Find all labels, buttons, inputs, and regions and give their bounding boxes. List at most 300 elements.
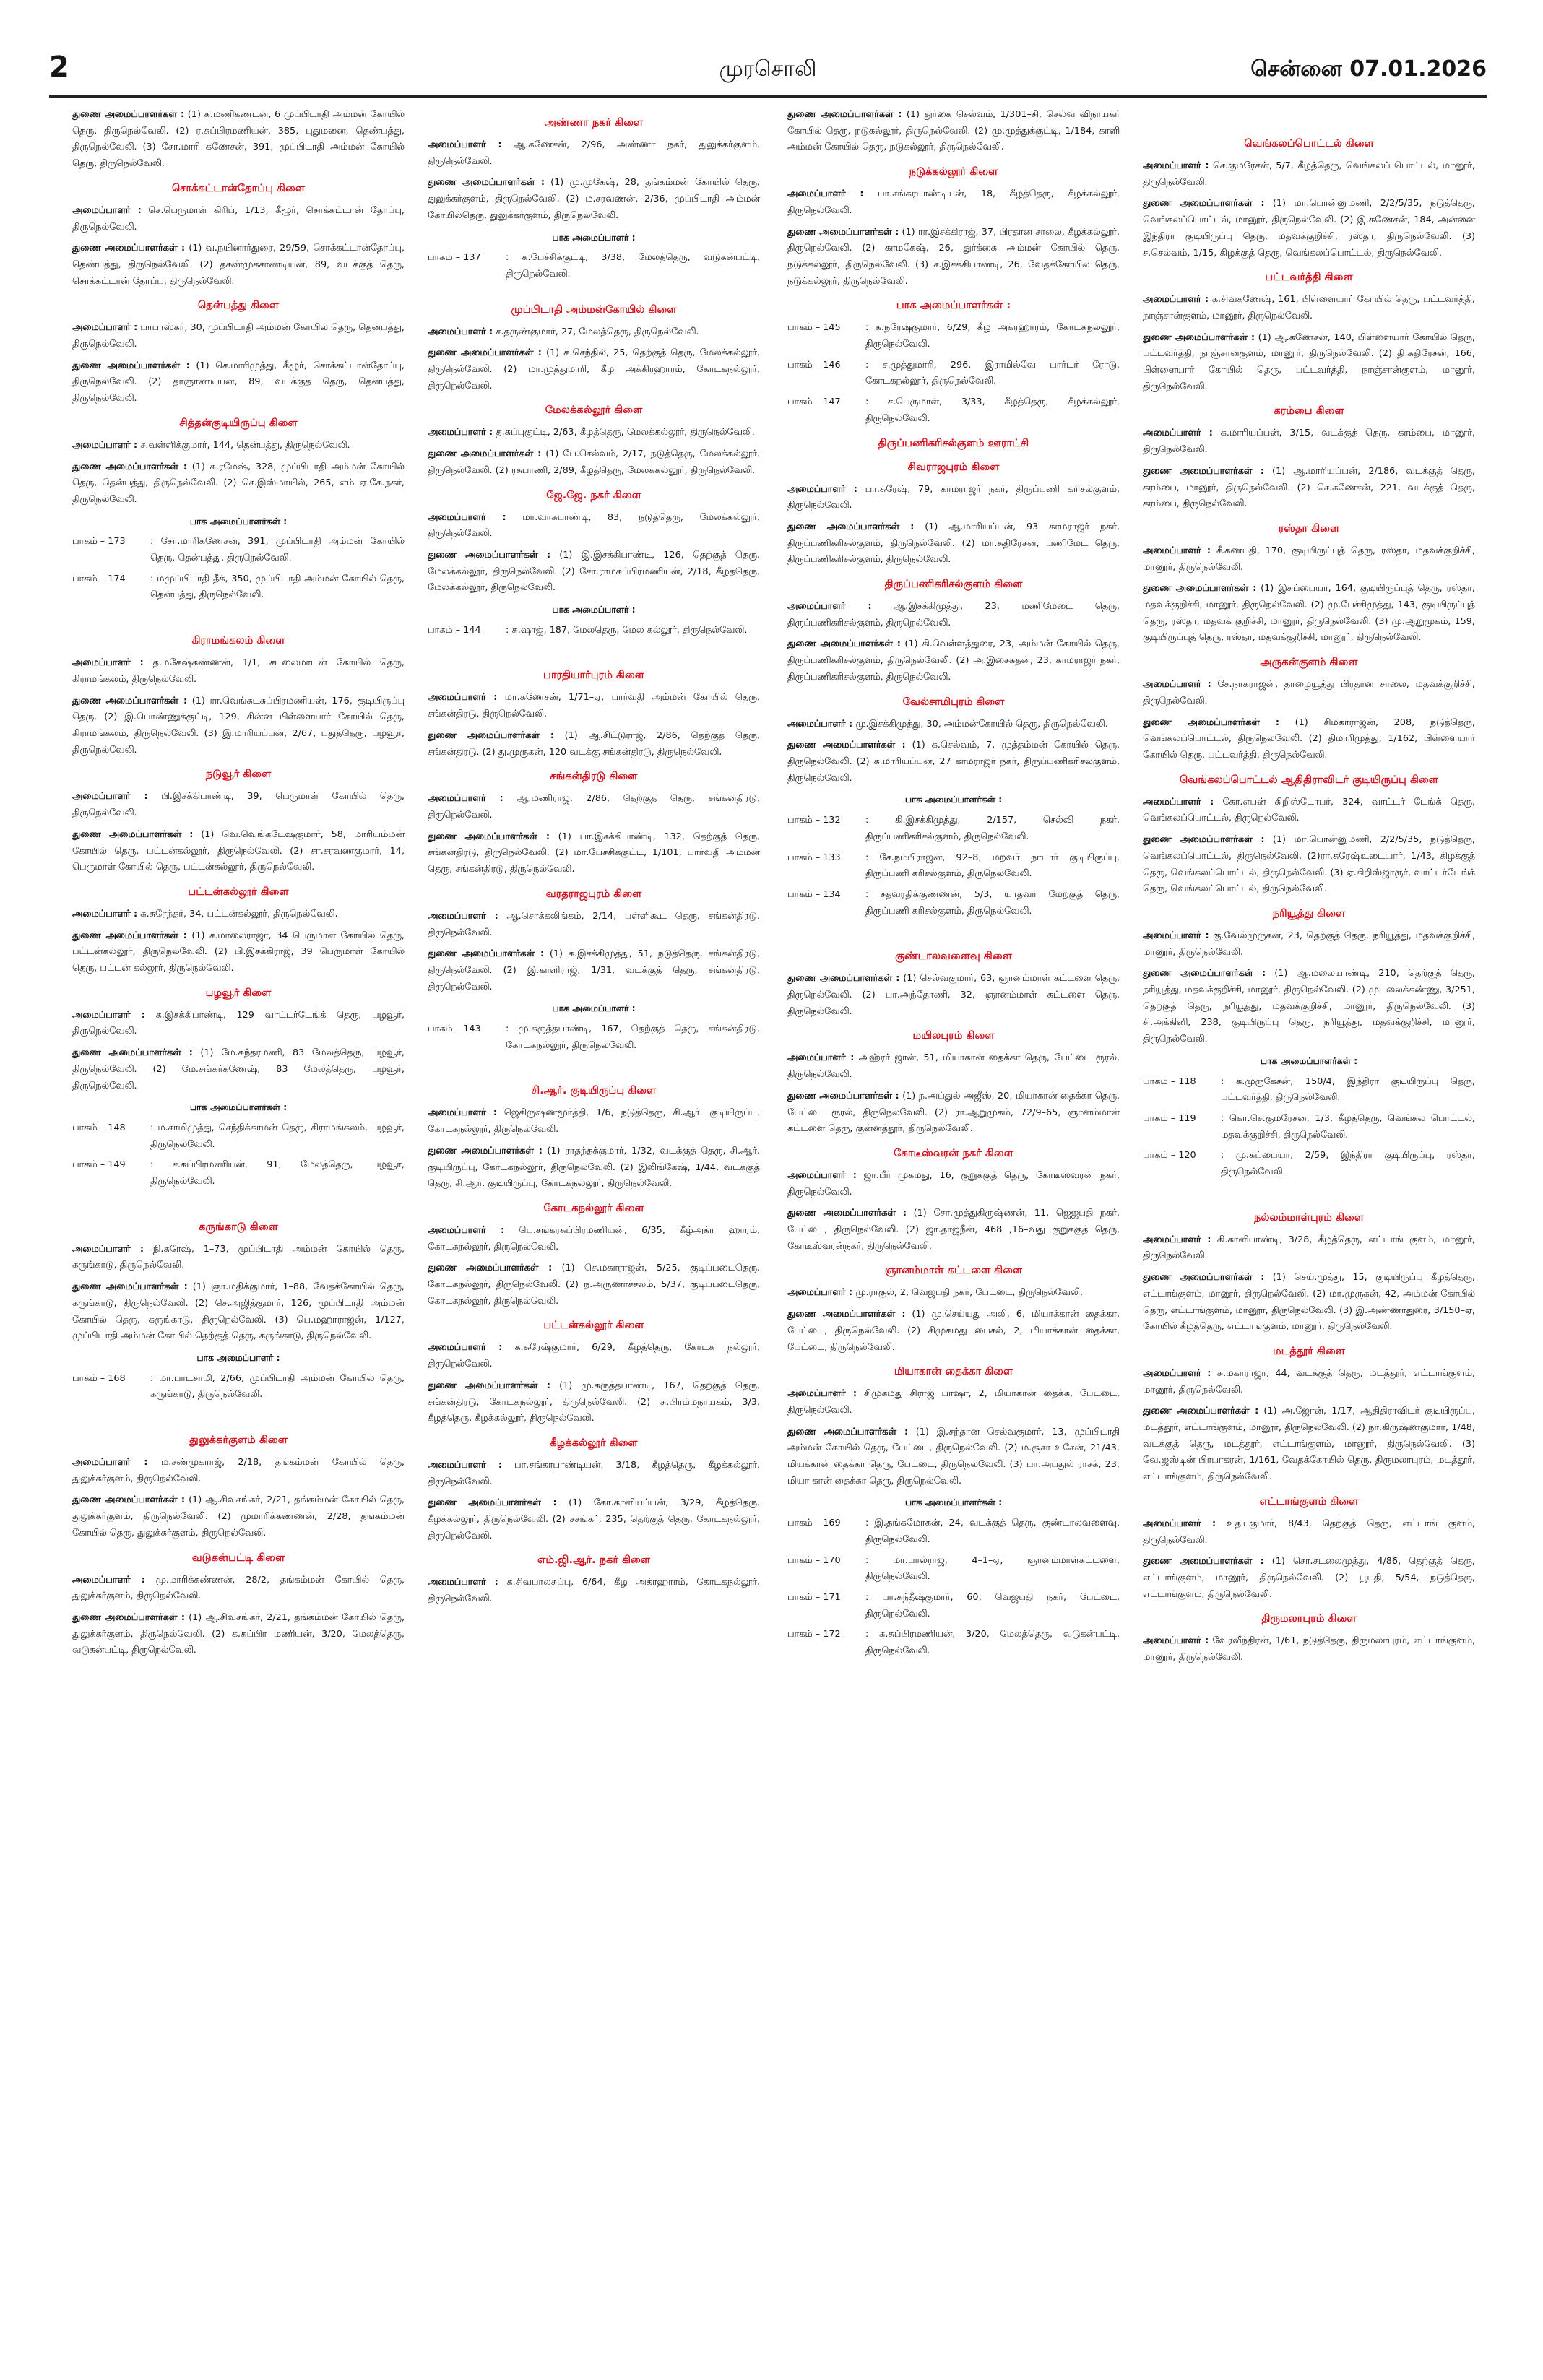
entry-text: (1) பா.இசக்கிபாண்டி, 132, தெற்குத் தெரு, சங்கன்திரடு, திருநெல்வேலி. (2) மா.பேச்சிக்குட்டி, 1/101, பார்வதி அம்மன் தெரு, சங்கன்திரடு, திருநெல்வேலி. [428,831,761,875]
office-bearer-entry [787,971,1120,1020]
role-label: துணை அமைப்பாளர்கள் : [72,1281,188,1293]
role-label: அமைப்பாளர் : [72,439,138,451]
booth-entry [787,1515,1120,1548]
entry-text: பா.சுரேஷ், 79, காமராஜர் நகர், திருப்பணி கரிசல்குளம், திருநெல்வேலி. [787,483,1120,511]
booth-details: : கொ.செ.குமரேசன், 1/3, கீழத்தெரு, வெங்கல பொட்டல், மதவக்குறிச்சி, திருநெல்வேலி. [1221,1112,1475,1141]
office-bearer-entry [1143,1633,1475,1666]
entry-text: த.சுப்புகுட்டி, 2/63, கீழத்தெரு, மேலக்கல்லூர், திருநெல்வேலி. [493,427,755,438]
office-bearer-entry [787,717,1120,733]
office-bearer-entry [1143,677,1475,709]
role-label: அமைப்பாளர் : [72,204,142,216]
entry-text: (1) மு.செய்யது அலி, 6, மியாக்கான் தைக்கா, பேட்டை, திருநெல்வேலி. (2) சிமுகமது பைசல், 2, மியாக்கான் தைக்கா, பேட்டை, திருநெல்வேலி. [787,1309,1120,1353]
branch-heading: நடுவூர் கிளை [205,768,272,781]
booth-details: : மமுப்பிடாதி தீக், 350, முப்பிடாதி அம்மன் கோயில் தெரு, தென்பத்து, திருநெல்வேலி. [150,573,405,601]
role-label: துணை அமைப்பாளர்கள் : [787,1208,907,1219]
office-bearer-entry [72,655,405,688]
entry-text: சிமுகமது சிராஜ் பாஷா, 2, மியாகான் தைக்க, பேட்டை, திருநெல்வேலி. [787,1388,1120,1416]
booth-details: : மா.பாடசாமி, 2/66, முப்பிடாதி அம்மன் கோயில் தெரு, கருங்காடு, திருநெல்வேலி. [150,1372,405,1401]
booth-details: : சு.சுப்பிரமணியன், 3/20, மேலத்தெரு, வடுகன்பட்டி, திருநெல்வேலி. [865,1629,1120,1657]
role-label: துணை அமைப்பாளர்கள் : [787,973,900,985]
entry-text: (1) ஆ.சிவசங்கர், 2/21, தங்கம்மன் கோயில் தெரு, துலுக்கர்குளம், திருநெல்வேலி. (2) க.சுப்பிர மணியன், 3/20, மேலத்தெரு, வடுகன்பட்டி, திருநெல்வேலி. [72,1612,405,1656]
branch-heading: எம்.ஜி.ஆர். நகர் கிளை [537,1554,651,1567]
role-label: துணை அமைப்பாளர்கள் : [787,109,902,120]
role-label: துணை அமைப்பாளர்கள் : [72,1494,185,1506]
role-label: அமைப்பாளர் : [787,1169,857,1181]
booth-details: : மு.சுப்பையா, 2/59, இந்திரா குடியிருப்பு, ரஸ்தா, திருநெல்வேலி. [1221,1150,1475,1178]
role-label: அமைப்பாளர் : [72,1457,148,1468]
role-label: அமைப்பாளர் : [787,483,857,495]
booth-details: : சே.நம்பிராஜன், 92–8, மறவர் நாடார் குடியிருப்பு, திருப்பணி கரிசல்குளம், திருநெல்வேலி. [865,852,1120,880]
role-label: துணை அமைப்பாளர்கள் : [428,1263,553,1274]
booth-entry [428,250,760,282]
entry-text: (1) க.இசக்கிமுத்து, 51, நடுத்தெரு, சங்கன்திரடு, திருநெல்வேலி. (2) இ.காளிராஜ், 1/31, வடக்குத் தெரு, சங்கன்திரடு, திருநெல்வேலி. [428,948,761,992]
office-bearer-entry [428,1378,760,1427]
booth-number: பாகம் – 144 [428,624,481,636]
booth-entry [787,850,1120,883]
branch-heading: ரஸ்தா கிளை [1278,522,1340,535]
entry-text: (1) மா.பொன்னுமணி, 2/2/5/35, நடுத்தெரு, வெங்கலப்பொட்டல், திருநெல்வேலி. (2)ரா.சுரேஷ்உடையார், 1/43, கிழக்குத் தெரு, வெங்கலப்பொட்டல், திருநெல்வேலி. (3) ஏ.கிறிஸ்ஜாரூர், வாட்டர்டேங்க் தெரு, வெங்கலப்பொட்டல், திருநெல்வேலி. [1143,834,1475,895]
branch-heading: கிராமங்கலம் கிளை [191,634,285,647]
booth-details: : ம.சாமிமுத்து, செந்திக்காமன் தெரு, கிராமங்கலம், பழவூர், திருநெல்வேலி. [150,1122,405,1150]
role-label: அமைப்பாளர் : [787,1052,855,1064]
office-bearer-entry [1143,464,1475,513]
office-bearer-entry [1143,795,1475,827]
office-bearer-entry [72,320,405,352]
branch-heading: திருப்பணிகரிசல்குளம் ஊராட்சி [878,436,1029,449]
role-label: துணை அமைப்பாளர்கள் : [72,360,190,371]
booth-details: : ச.பெருமாள், 3/33, கீழத்தெரு, கீழக்கல்லூர், திருநெல்வேலி. [865,397,1120,424]
office-bearer-entry [72,1279,405,1345]
office-bearer-entry [1143,1232,1475,1265]
role-label: அமைப்பாளர் : [428,692,498,704]
office-bearer-entry [428,946,760,995]
entry-text: பா.சங்கரபாண்டியன், 18, கீழத்தெரு, கீழக்கல்லூர், திருநெல்வேலி. [787,189,1120,216]
office-bearer-entry [428,137,760,170]
branch-heading: பாரதியார்புரம் கிளை [543,669,644,682]
office-bearer-entry [428,1105,760,1138]
role-label: அமைப்பாளர் : [1143,679,1211,691]
office-bearer-entry [1143,1516,1475,1549]
role-label: துணை அமைப்பாளர்கள் : [72,1612,185,1623]
role-label: துணை அமைப்பாளர்கள் : [428,1380,550,1391]
branch-heading: நரியூத்து கிளை [1272,906,1346,919]
office-bearer-entry [428,1495,760,1544]
role-label: அமைப்பாளர் : [787,189,864,200]
booth-entry [1143,1074,1475,1107]
role-label: துணை அமைப்பாளர்கள் : [428,948,545,960]
branch-heading: திருமலாபுரம் கிளை [1261,1612,1357,1625]
entry-text: (1) சொ.சடலைமுத்து, 4/86, தெற்குத் தெரு, எட்டாங்குளம், மானூர், திருநெல்வேலி. (2) பூபதி, 5/54, நடுத்தெரு, எட்டாங்குளம், திருநெல்வேலி. [1143,1556,1475,1600]
entry-text: சே.நாகராஜன், தாழையூத்து பிரதான சாலை, மதவக்குறிச்சி, திருநெல்வேலி. [1143,679,1475,706]
office-bearer-entry [787,1307,1120,1356]
section-subheading: பாக அமைப்பாளர்கள் : [904,794,1003,805]
entry-text: ஆ.சொக்கலிங்கம், 2/14, பள்ளிகூட தெரு, சங்கன்திரடு, திருநெல்வேலி. [428,910,760,938]
booth-entry [72,534,405,566]
branch-heading: மேலக்கல்லூர் கிளை [545,404,643,417]
office-bearer-entry [1143,715,1475,764]
entry-text: க.சிவபாலசுப்பு, 6/64, கீழ அக்ரஹாரம், கோடகநல்லூர், திருநெல்வேலி. [428,1577,760,1605]
booth-entry [787,320,1120,352]
office-bearer-entry [72,459,405,509]
entry-text: (1) மு.சுருத்தபாண்டி, 167, தெற்குத் தெரு, சங்கன்திரடு, கோடகநல்லூர், திருநெல்வேலி. (2) சு.பிரம்மநாயகம், 3/3, கீழத்தெரு, கீழக்கல்லூர், திருநெல்வேலி. [428,1380,760,1424]
booth-number: பாகம் – 132 [787,815,841,826]
role-label: துணை அமைப்பாளர்கள் : [1143,332,1255,343]
section-subheading: பாக அமைப்பாளர்கள் : [189,515,288,527]
dateline: சென்னை 07.01.2026 [1250,56,1487,82]
branch-heading: எட்டாங்குளம் கிளை [1259,1494,1359,1507]
office-bearer-entry [1143,543,1475,576]
booth-details: : க.நரேஷ்குமார், 6/29, கீழ அக்ரஹாரம், கோடகநல்லூர், திருநெல்வேலி. [865,322,1120,350]
role-label: துணை அமைப்பாளர்கள் : [787,521,915,532]
branch-heading: மடத்தூர் கிளை [1273,1344,1345,1357]
role-label: துணை அமைப்பாளர்கள் : [787,1090,899,1102]
entry-text: (1) ஆ.மலையாண்டி, 210, தெற்குத் தெரு, நரியூத்து, மதவக்குறிச்சி, மானூர், திருநெல்வேலி. (2) முடலைக்கண்ணு, 3/251, தெற்குத் தெரு, நரியூத்து, மதவக்குறிச்சி, மானூர், திருநெல்வேலி. (3) சி.அக்கினி, 238, குடியிருப்பு தெரு, நரியூத்து, மதவக்குறிச்சி, மானூர், திருநெல்வேலி. [1143,968,1476,1045]
branch-heading: சொக்கட்டான்தோப்பு கிளை [172,181,305,194]
entry-text: (1) செ.மகாராஜன், 5/25, குடிப்படைதெரு, கோடகநல்லூர், திருநெல்வேலி. (2) ந.அருணாச்சலம், 5/37, குடிப்படைதெரு, கோடகநல்லூர், திருநெல்வேலி. [428,1263,760,1307]
entry-text: செ.பெருமாள் கிரிப், 1/13, கீழூர், சொக்கட்டான் தோப்பு, திருநெல்வேலி. [72,204,405,233]
office-bearer-entry [1143,928,1475,961]
office-bearer-entry [1143,1554,1475,1603]
entry-text: (1) சிமகாராஜன், 208, நடுத்தெரு, வெங்கலப்பொட்டல், திருநெல்வேலி. (2) திமாரிமுத்து, 1/162, பிள்ளையார் கோயில் தெரு, பட்டவர்த்தி, திருநெல்வேலி. [1143,717,1475,761]
branch-heading: அண்ணா நகர் கிளை [544,116,644,129]
office-bearer-entry [428,791,760,823]
entry-text: (1) க.செந்தில், 25, தெற்குத் தெரு, மேலக்கல்லூர், திருநெல்வேலி. (2) மா.முத்துமாரி, கீழ அக்கிரஹாரம், கோடகநல்லூர், திருநெல்வேலி. [428,347,760,391]
entry-text: மு.ராகுல், 2, வெஜபதி நகர், பேட்டை, திருநெல்வேலி. [852,1287,1084,1299]
office-bearer-entry [787,1168,1120,1200]
office-bearer-entry [1143,1366,1475,1398]
office-bearer-entry [72,1045,405,1094]
branch-heading: பட்டன்கல்லூர் கிளை [543,1319,644,1332]
branch-heading: வேல்சாமிபுரம் கிளை [902,695,1005,708]
entry-text: (1) ஆ.கணேசன், 140, பிள்ளையார் கோயில் தெரு, பட்டவர்த்தி, நாஞ்சான்குளம், மானூர், திருநெல்வேலி. (2) தி.சுதிரேசன், 166, பிள்ளையார் கோயில் தெரு, பட்டவர்த்தி, நாஞ்சான்குளம், மானூர், திருநெல்வேலி. [1143,332,1475,392]
entry-text: மா.கணேசன், 1/71–ஏ, பார்வதி அம்மன் கோயில் தெரு, சங்கன்திரடு, திருநெல்வேலி. [428,692,760,720]
section-subheading: பாக அமைப்பாளர் : [196,1351,280,1363]
entry-text: (1) ஆ.சிவசங்கர், 2/21, தங்கம்மன் கோயில் தெரு, துலுக்கர்குளம், திருநெல்வேலி. (2) முமாரிக்கண்ணன், 2/28, தங்கம்மன் கோயில் தெரு, துலுக்கர்குளம், திருநெல்வேலி. [72,1494,405,1539]
office-bearer-entry [787,1050,1120,1083]
entry-text: க.மாரியப்பன், 3/15, வடக்குத் தெரு, கரம்பை, மானூர், திருநெல்வேலி. [1143,428,1475,456]
entry-text: (1) ஞா.மதிக்குமார், 1–88, வேதக்கோயில் தெரு, கருங்காடு, திருநெல்வேலி. (2) செ.அஜித்குமார், 126, முப்பிடாதி அம்மன் கோயில் தெரு, கருங்காடு, திருநெல்வேலி. (3) பெ.மஹாராஜன், 1/127, முப்பிடாதி அம்மன் கோயில் தெற்குத் தெரு, கருங்காடு, திருநெல்வேலி. [72,1281,405,1342]
role-label: அமைப்பாளர் : [72,322,138,334]
role-label: அமைப்பாளர் : [428,427,493,438]
office-bearer-entry [428,446,760,479]
role-label: துணை அமைப்பாளர்கள் : [1143,583,1257,594]
role-label: துணை அமைப்பாளர்கள் : [1143,1272,1265,1284]
office-bearer-entry [72,358,405,407]
branch-heading: கரம்பை கிளை [1274,404,1344,417]
role-label: அமைப்பாளர் : [428,1577,498,1588]
booth-entry [72,1157,405,1190]
office-bearer-entry [428,175,760,224]
office-bearer-entry [428,345,760,394]
office-bearer-entry [428,909,760,941]
branch-heading: தென்பத்து கிளை [197,299,280,312]
entry-text: (1) சோ.முத்துகிருஷ்ணன், 11, ஜெஜபதி நகர், பேட்டை, திருநெல்வேலி. (2) ஜா.தாஜ்நீன், 468 ,16–வது குறுக்குத் தெரு, கோடீஸ்வரன்நகர், திருநெல்வேலி. [787,1208,1120,1252]
office-bearer-entry [428,324,760,341]
branch-heading: வெங்கலப்பொட்டல் கிளை [1244,137,1374,150]
booth-number: பாகம் – 148 [72,1122,126,1133]
role-label: துணை அமைப்பாளர்கள் : [72,1047,193,1059]
entry-text: (1) செ.மாரிமுத்து, கீழூர், சொக்கட்டான்தோப்பு, திருநெல்வேலி. (2) தாஞாண்டியன், 89, வடக்குத் தெரு, தென்பத்து, திருநெல்வேலி. [72,360,405,404]
section-subheading: பாக அமைப்பாளர் : [552,604,636,615]
role-label: துணை அமைப்பாளர்கள் : [428,730,555,741]
section-subheading: பாக அமைப்பாளர்கள் : [904,1497,1003,1508]
office-bearer-entry [72,1492,405,1541]
role-label: அமைப்பாளர் : [72,791,148,802]
office-bearer-entry [72,906,405,923]
office-bearer-entry [72,241,405,290]
booth-entry [787,1590,1120,1622]
booth-entry [787,887,1120,919]
role-label: அமைப்பாளர் : [428,793,503,805]
booth-entry [1143,1111,1475,1143]
office-bearer-entry [72,827,405,876]
booth-entry [72,1120,405,1153]
entry-text: மு.இசக்கிமுத்து, 30, அம்மன்கோயில் தெரு, திருநெல்வேலி. [852,718,1108,730]
entry-text: (1) க.மணிகண்டன், 6 முப்பிடாதி அம்மன் கோயில் தெரு, திருநெல்வேலி. (2) ர.சுப்பிரமணியன், 385, புதுமனை, தெண்பத்து, திருநெல்வேலி. (3) சோ.மாரி கணேசன், 391, முப்பிடாதி அம்மன் கோயில் தெரு, திருநெல்வேலி. [72,109,405,170]
booth-details: : சோ.மாரிகணேசன், 391, முப்பிடாதி அம்மன் கோயில் தெரு, தென்பத்து, திருநெல்வேலி. [150,536,405,564]
role-label: அமைப்பாளர் : [1143,294,1209,306]
office-bearer-entry [1143,330,1475,396]
branch-heading: பட்டன்கல்லூர் கிளை [188,885,289,898]
entry-text: (1) ஆ.சிட்டுராஜ், 2/86, தெற்குத் தெரு, சங்கன்திரடு. (2) து.முருகன், 120 வடக்கு சங்கன்திரடு, திருநெல்வேலி. [428,730,760,758]
office-bearer-entry [787,1424,1120,1490]
role-label: அமைப்பாளர் : [787,1388,857,1400]
entry-text: பெ.சங்கரசுப்பிரமணியன், 6/35, கீழ்அக்ர ஹாரம், கோடகநல்லூர், திருநெல்வேலி. [428,1224,760,1252]
section-subheading: பாக அமைப்பாளர்கள் : [189,1102,288,1113]
role-label: துணை அமைப்பாளர்கள் : [428,449,542,460]
entry-text: சு.சுரேந்தர், 34, பட்டன்கல்லூர், திருநெல்வேலி. [137,908,338,919]
section-subheading: பாக அமைப்பாளர் : [552,1003,636,1014]
office-bearer-entry [1143,158,1475,191]
booth-number: பாகம் – 143 [428,1024,481,1035]
office-bearer-entry [787,1206,1120,1255]
booth-number: பாகம் – 119 [1143,1112,1196,1124]
role-label: துணை அமைப்பாளர்கள் : [1143,198,1265,209]
branch-heading: வெங்கலப்பொட்டல் ஆதிதிராவிடர் குடியிருப்பு கிளை [1180,773,1438,786]
role-label: துணை அமைப்பாளர்கள் : [72,695,188,706]
branch-heading: வடுகன்பட்டி கிளை [191,1551,285,1564]
role-label: துணை அமைப்பாளர்கள் : [1143,1556,1264,1567]
entry-text: கி.காளிபாண்டி, 3/28, கீழத்தெரு, எட்டாங் குளம், மானூர், திருநெல்வேலி. [1143,1234,1475,1262]
booth-details: : மு.சுருத்தபாண்டி, 167, தெற்குத் தெரு, சங்கன்திரடு, கோடகநல்லூர், திருநெல்வேலி. [506,1024,760,1051]
booth-details: : மா.பால்ராஜ், 4–1–ஏ, ஞானம்மாள்கட்டளை, திருநெல்வேலி. [865,1554,1120,1583]
office-bearer-entry [72,438,405,454]
entry-text: சு.மகாராஜா, 44, வடக்குத் தெரு, மடத்தூர், எட்டாங்குளம், மானூர், திருநெல்வேலி. [1143,1367,1475,1395]
entry-text: (1) செய்.முத்து, 15, குடியிருப்பு கீழத்தெரு, எட்டாங்குளம், மானூர், திருநெல்வேலி. (2) மா.முருகன், 42, அம்மன் கோயில் தெரு, எட்டாங்குளம், மானூர், திருநெல்வேலி. (3) இ.அண்ணாதுரை, 3/150–ஏ, கோயில் கீழத்தெரு, எட்டாங்குளம், மானூர், திருநெல்வேலி. [1143,1272,1475,1333]
booth-number: பாகம் – 172 [787,1629,841,1640]
office-bearer-entry [428,829,760,878]
entry-text: உதயகுமார், 8/43, தெற்குத் தெரு, எட்டாங் குளம், திருநெல்வேலி. [1143,1518,1475,1546]
booth-number: பாகம் – 118 [1143,1076,1196,1087]
column-1 [72,107,405,1664]
entry-text: ம.சண்முகராஜ், 2/18, தங்கம்மன் கோயில் தெரு, துலுக்கர்குளம், திருநெல்வேலி. [72,1457,405,1484]
booth-details: : ச.சுப்பிரமணியன், 91, மேலத்தெரு, பழவூர், திருநெல்வேலி. [150,1159,405,1187]
role-label: அமைப்பாளர் : [1143,1234,1211,1245]
branch-heading: சி.ஆர். குடியிருப்பு கிளை [531,1084,657,1097]
office-bearer-entry [787,186,1120,219]
entry-text: (1) மே.சுந்தரமணி, 83 மேலத்தெரு, பழவூர், திருநெல்வேலி. (2) மே.சங்கர்கணேஷ், 83 மேலத்தெரு, பழவூர், திருநெல்வேலி. [72,1047,405,1091]
booth-entry [72,1371,405,1403]
role-label: துணை அமைப்பாளர்கள் : [428,1145,543,1156]
entry-text: (1) ஆ.மாரியப்பன், 2/186, வடக்குத் தெரு, கரம்பை, மானூர், திருநெல்வேலி. (2) செ.கணேசன், 221, வடக்குத் தெரு, கரம்பை, திருநெல்வேலி. [1143,465,1475,510]
branch-heading: துலுக்கர்குளம் கிளை [189,1434,288,1447]
office-bearer-entry [72,693,405,759]
booth-number: பாகம் – 146 [787,359,841,371]
office-bearer-entry [72,1572,405,1605]
booth-number: பாகம் – 174 [72,573,126,584]
booth-entry [787,1553,1120,1585]
booth-details: : கி.இசக்கிமுத்து, 2/157, செல்வி நகர், திருப்பணிகரிசல்குளம், திருநெல்வேலி. [865,815,1120,842]
booth-details: : க.பேச்சிக்குட்டி, 3/38, மேலத்தெரு, வடுகன்பட்டி, திருநெல்வேலி. [506,252,760,280]
branch-heading: நடுக்கல்லூர் கிளை [909,165,998,178]
office-bearer-entry [787,519,1120,568]
column-2 [428,107,760,1613]
role-label: அமைப்பாளர் : [72,1243,144,1255]
office-bearer-entry [428,1340,760,1372]
office-bearer-entry [787,1089,1120,1138]
role-label: அமைப்பாளர் : [1143,160,1209,171]
role-label: துணை அமைப்பாளர்கள் : [428,347,542,359]
role-label: துணை அமைப்பாளர்கள் : [72,243,186,254]
column-4 [1143,107,1475,1671]
role-label: அமைப்பாளர் : [428,1107,497,1119]
booth-number: பாகம் – 168 [72,1372,126,1384]
branch-heading: சங்கன்திரடு கிளை [550,770,638,783]
booth-details: : சு.ஷாஜ், 187, மேலதெரு, மேல கல்லூர், திருநெல்வேலி. [506,624,748,636]
entry-text: பா.சங்கரபாண்டியன், 3/18, கீழத்தெரு, கீழக்கல்லூர், திருநெல்வேலி. [428,1459,760,1487]
entry-text: (1) மு.முகேஷ், 28, தங்கம்மன் கோயில் தெரு, துலுக்கர்குளம், திருநெல்வேலி. (2) ம.சரவணன், 2/36, முப்பிடாதி அம்மன் கோயில்தெரு, துலுக்கர்குளம், திருநெல்வேலி. [428,177,761,221]
office-bearer-entry [787,1285,1120,1302]
entry-text: செ.குமரேசன், 5/7, கீழத்தெரு, வெங்கலப் பொட்டல், மானூர், திருநெல்வேலி. [1143,160,1475,188]
office-bearer-entry [72,928,405,977]
role-label: அமைப்பாளர் : [428,1224,505,1236]
entry-text: (1) பே.செல்வம், 2/17, நடுத்தெரு, மேலக்கல்லூர், திருநெல்வேலி. (2) ரசுபாணி, 2/89, கீழத்தெரு, மேலக்கல்லூர், திருநெல்வேலி. [428,449,760,476]
branch-heading: கீழக்கல்லூர் கிளை [550,1436,638,1449]
entry-text: (1) வெ.வெங்கடேஷ்குமார், 58, மாரியம்மன் கோயில் தெரு, பட்டன்கல்லூர், திருநெல்வேலி. (2) சா.சரவணகுமார், 14, பெருமாள் கோயில் தெரு, பட்டன்கல்லூர், திருநெல்வேலி. [72,828,405,873]
office-bearer-entry [787,1386,1120,1419]
booth-details: : சதவரதிக்குண்ணன், 5/3, யாதவர் மேற்குத் தெரு, திருப்பணி கரிசல்குளம், திருநெல்வேலி. [865,888,1120,917]
role-label: அமைப்பாளர் : [428,139,502,150]
office-bearer-entry [1143,832,1475,898]
branch-heading: அருகன்குளம் கிளை [1260,656,1358,669]
entry-text: அஹ்ரர் ஜான், 51, மியாகான் தைக்கா தெரு, பேட்டை ரூரல், திருநெல்வேலி. [787,1052,1120,1081]
entry-text: (1) க.ரமேஷ், 328, முப்பிடாதி அம்மன் கோயில் தெரு, தென்பத்து, திருநெல்வேலி. (2) செ.இஸ்மாயில், 265, எம் ஏ.கே.நகர், திருநெல்வேலி. [72,461,405,505]
role-label: துணை அமைப்பாளர்கள் : [428,831,550,842]
role-label: துணை அமைப்பாளர்கள் : [787,226,899,238]
office-bearer-entry [72,203,405,235]
role-label: அமைப்பாளர் : [72,1574,145,1585]
branch-heading: கோடகநல்லூர் கிளை [543,1201,644,1214]
entry-text: நி.சுரேஷ், 1–73, முப்பிடாதி அம்மன் கோயில் தெரு, கருங்காடு, திருநெல்வேலி. [72,1243,405,1271]
role-label: அமைப்பாளர் : [1143,1635,1209,1647]
office-bearer-entry [1143,1270,1475,1336]
role-label: அமைப்பாளர் : [1143,428,1213,439]
entry-text: (1) ரா.இசக்கிராஜ், 37, பிரதான சாலை, கீழக்கல்லூர், திருநெல்வேலி. (2) காமகேஷ், 26, துர்க்கை அம்மன் கோயில் தெரு, நடுக்கல்லூர், திருநெல்வேலி. (3) ச.இசக்கிபாண்டி, 26, வேதக்கோயில் தெரு, நடுக்கல்லூர், திருநெல்வேலி. [787,226,1120,287]
entry-text: ஜெகிருஷ்ணமூர்த்தி, 1/6, நடுத்தெரு, சி.ஆர். குடியிருப்பு, கோடகநல்லூர், திருநெல்வேலி. [428,1107,760,1135]
entry-text: ஆ.இசக்கிமுத்து, 23, மணிமேடை தெரு, திருப்பணிகரிசல்குளம், திருநெல்வேலி. [787,601,1120,628]
entry-text: (1) க.செல்வம், 7, முத்தம்மன் கோயில் தெரு, திருநெல்வேலி. (2) க.மாரியப்பன், 27 காமராஜர் நகர், திருப்பணிகரிசல்குளம், திருநெல்வேலி. [787,740,1120,784]
entry-text: (1) இ.சந்தான செல்வகுமார், 13, முப்பிடாதி அம்மன் கோயில் தெரு, பேட்டை, திருநெல்வேலி. (2) ம.சூசா உசேன், 21/43, மியக்கான் தைக்கா தெரு, பேட்டை, திருநெல்வேலி. (3) பா.அப்துல் ராசக், 23, மியா கான் தைக்கா தெரு, திருநெல்வேலி. [787,1426,1120,1487]
branch-heading: சித்தன்குடியிருப்பு கிளை [179,416,298,429]
office-bearer-entry [787,107,1120,156]
branch-heading: ஞானம்மாள் கட்டளை கிளை [884,1264,1023,1277]
role-label: துணை அமைப்பாளர்கள் : [72,828,194,840]
entry-text: த.மகேஷ்கண்ணன், 1/1, சடலைமாடன் கோயில் தெரு, கிராமங்கலம், திருநெல்வேலி. [72,657,405,685]
role-label: அமைப்பாளர் : [72,657,144,669]
role-label: துணை அமைப்பாளர்கள் : [787,740,906,751]
branch-heading: பாக அமைப்பாளர்கள் : [896,299,1011,312]
entry-text: (1) ஆ.மாரியப்பன், 93 காமராஜர் நகர், திருப்பணிகரிசல்குளம், திருநெல்வேலி. (2) மா.சுதிரேசன், பணிமேட தெரு, திருப்பணிகரிசல்குளம், திருநெல்வேலி. [787,521,1120,566]
entry-text: (1) ராதந்தக்குமார், 1/32, வடக்குத் தெரு, சி.ஆர். குடியிருப்பு, கோடகநல்லூர், திருநெல்வேலி. (2) இலிங்கேஷ், 1/44, வடக்குத் தெரு, சி.ஆர். குடியிருப்பு, கோடகநல்லூர், திருநெல்வேலி. [428,1145,760,1190]
entry-text: பி.இசக்கிபாண்டி, 39, பெருமாள் கோயில் தெரு, திருநெல்வேலி. [72,791,405,819]
booth-number: பாகம் – 169 [787,1518,841,1529]
booth-entry [787,813,1120,845]
branch-heading: மயிலபுரம் கிளை [912,1029,995,1042]
entry-text: ச.வள்ளிக்குமார், 144, தென்பத்து, திருநெல்வேலி. [137,439,350,451]
role-label: துணை அமைப்பாளர்கள் : [72,461,188,472]
office-bearer-entry [428,690,760,722]
column-3 [787,107,1120,1664]
entry-text: (1) கி.வெள்ளத்துரை, 23, அம்மன் கோயில் தெரு, திருப்பணிகரிசல்குளம், திருநெல்வேலி. (2) அ.இசைசுதன், 23, காமராஜர் நகர், திருப்பணிகரிசல்குளம், திருநெல்வேலி. [787,639,1120,683]
role-label: துணை அமைப்பாளர்கள் : [428,549,551,561]
entry-text: (1) ரா.வெங்கடசுப்பிரமணியன், 176, குடியிருப்பு தெரு. (2) இ.பொண்ணுக்குட்டி, 129, சின்ன பிள்ளையார் கோயில் தெரு, கிராமங்கலம், திருநெல்வேலி. (3) இ.மாரியப்பன், 2/67, புதுத்தெரு, பழவூர், திருநெல்வேலி. [72,695,405,756]
role-label: துணை அமைப்பாளர்கள் : [787,1426,909,1437]
booth-entry [428,1021,760,1054]
section-subheading: பாக அமைப்பாளர் : [552,231,636,243]
booth-number: பாகம் – 149 [72,1159,126,1171]
masthead [49,51,1487,88]
role-label: அமைப்பாளர் : [428,1459,503,1471]
role-label: துணை அமைப்பாளர்கள் : [1143,465,1264,477]
booth-entry [787,394,1120,427]
entry-text: க.இசக்கிபாண்டி, 129 வாட்டர்டேங்க் தெரு, பழவூர், திருநெல்வேலி. [72,1009,405,1037]
entry-text: (1) வ.நயினார்துரை, 29/59, சொக்கட்டான்தோப்பு, தெண்பத்து, திருநெல்வேலி. (2) தசண்முகசாண்டியன், 89, வடக்குத் தெரு, சொக்கட்டான் தோப்பு, திருநெல்வேலி. [72,243,405,287]
booth-details: : சு.முருகேசன், 150/4, இந்திரா குடியிருப்பு தெரு, பட்டவர்த்தி, திருநெல்வேலி. [1221,1076,1475,1104]
role-label: அமைப்பாளர் : [72,1009,145,1021]
booth-number: பாகம் – 145 [787,322,841,334]
office-bearer-entry [72,1242,405,1274]
office-bearer-entry [787,636,1120,685]
office-bearer-entry [428,1223,760,1255]
booth-number: பாகம் – 137 [428,252,481,264]
booth-details: : ச.முத்துமாரி, 296, இராமில்வே பார்டர் ரோடு, கோடகநல்லூர், திருநெல்வேலி. [865,359,1120,387]
role-label: அமைப்பாளர் : [428,910,498,922]
office-bearer-entry [428,1575,760,1607]
booth-entry [1143,1148,1475,1180]
branch-heading: பட்டவர்த்தி கிளை [1265,271,1353,284]
booth-number: பாகம் – 133 [787,852,841,863]
office-bearer-entry [428,1260,760,1310]
role-label: அமைப்பாளர் : [1143,1518,1216,1529]
entry-text: (1) செல்வகுமார், 63, ஞானம்மாள் கட்டளை தெரு, திருநெல்வேலி. (2) பா.அந்தோணி, 32, ஞானம்மாள் கட்டளை தெரு, திருநெல்வேலி. [787,973,1120,1017]
entry-text: கு.வேல்முருகன், 23, தெற்குத் தெரு, நரியூத்து, மதவக்குறிச்சி, மானூர், திருநெல்வேலி. [1143,930,1476,958]
entry-text: கோ.எபன் கிறிஸ்டோபர், 324, வாட்டர் டேங்க் தெரு, வெங்கலப்பொட்டல், திருநெல்வேலி. [1143,796,1475,824]
booth-details: : பா.சுந்தீஷ்குமார், 60, வெஜபதி நகர், பேட்டை, திருநெல்வேலி. [865,1592,1120,1619]
branch-heading: வரதராஜபுரம் கிளை [545,887,642,900]
entry-text: க.சிவகணேஷ், 161, பிள்ளையார் கோயில் தெரு, பட்டவர்த்தி, நாஞ்சான்குளம், மானூர், திருநெல்வேலி. [1143,294,1475,321]
branch-heading: நல்லம்மாள்புரம் கிளை [1253,1211,1365,1224]
role-label: துணை அமைப்பாளர்கள் : [1143,717,1279,728]
role-label: அமைப்பாளர் : [787,601,872,613]
booth-number: பாகம் – 173 [72,536,126,548]
role-label: அமைப்பாளர் : [428,511,506,523]
role-label: அமைப்பாளர் : [428,326,493,337]
booth-number: பாகம் – 147 [787,397,841,408]
role-label: அமைப்பாளர் : [1143,545,1211,556]
booth-number: பாகம் – 171 [787,1592,841,1603]
office-bearer-entry [1143,1403,1475,1486]
role-label: துணை அமைப்பாளர்கள் : [1143,834,1265,846]
